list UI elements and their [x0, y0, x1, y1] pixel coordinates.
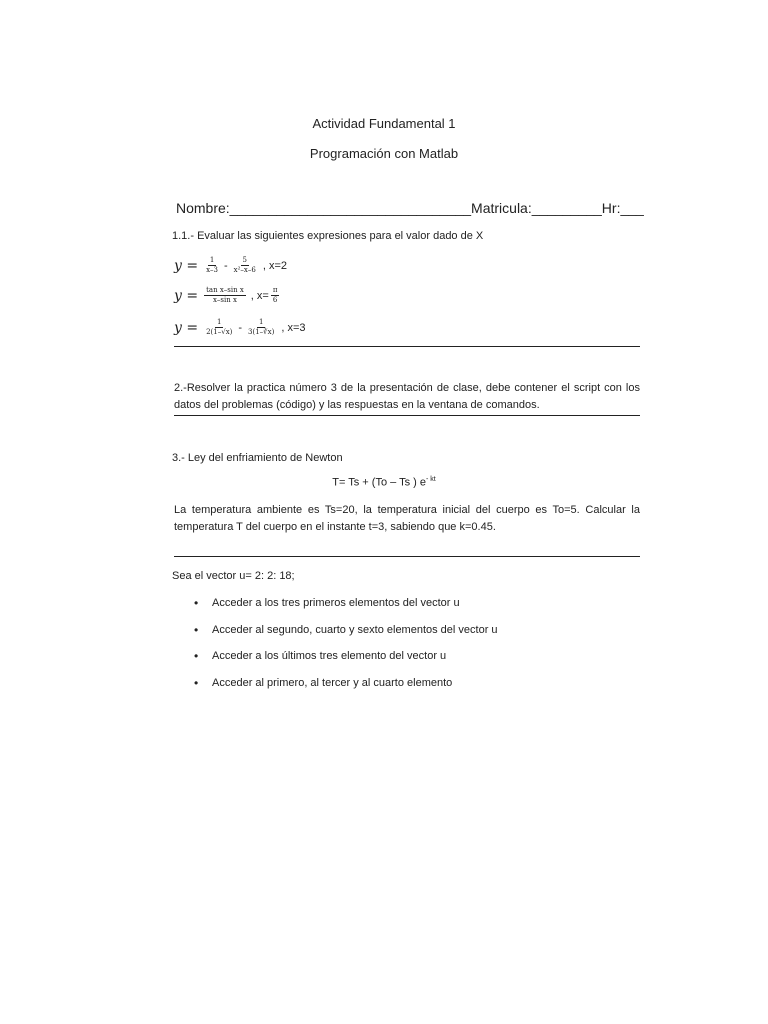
formula-exponent: - kt [426, 476, 436, 483]
list-item: • Acceder a los últimos tres elemento del vector u [192, 650, 498, 677]
document-subtitle: Programación con Matlab [309, 146, 459, 161]
eq2-f1-denominator: x–sin x [212, 296, 237, 304]
eq3-x-value: , x=3 [281, 321, 306, 334]
eq3-y: y = [174, 319, 199, 336]
list-item: • Acceder al segundo, cuarto y sexto elementos del vector u [192, 624, 498, 651]
equation-1 [174, 256, 287, 275]
eq1-f2-denominator: x²–x–6 [233, 266, 256, 274]
vector-definition: Sea el vector u= 2: 2: 18; [172, 570, 295, 582]
eq2-y: y = [174, 287, 199, 304]
eq1-f2-numerator: 5 [242, 256, 247, 264]
student-info-line: Nombre:_______________________________Matricula:_________Hr:___ [176, 200, 644, 216]
eq1-f1-denominator: x–3 [206, 266, 218, 274]
list-item: • Acceder a los tres primeros elementos del vector u [192, 597, 498, 624]
eq3-f1-numerator: 1 [217, 318, 222, 326]
eq1-f1-numerator: 1 [209, 256, 215, 264]
eq3-f2-numerator: 1 [258, 318, 264, 326]
section3-divider [174, 556, 640, 557]
eq2-f1-numerator: tan x–sin x [206, 286, 244, 294]
eq2-pi-denominator: 6 [272, 296, 278, 304]
eq2-fraction-1 [204, 286, 246, 305]
eq2-x-label: , x= [250, 289, 269, 302]
equation-3 [174, 318, 305, 337]
section2-divider [174, 415, 640, 416]
formula-base: T= Ts + (To – Ts ) e [332, 476, 426, 489]
task-list [192, 597, 498, 703]
eq2-pi-fraction [271, 286, 280, 305]
eq1-operator: - [224, 259, 228, 272]
equation-2 [174, 286, 281, 305]
list-item: • Acceder al primero, al tercer y al cuarto elemento [192, 677, 498, 704]
eq3-fraction-1 [204, 318, 234, 337]
section3-heading: 3.- Ley del enfriamiento de Newton [172, 452, 343, 464]
eq3-fraction-2 [246, 318, 276, 337]
section1-heading: 1.1.- Evaluar las siguientes expresiones para el valor dado de X [172, 230, 484, 242]
eq1-x-value: , x=2 [262, 259, 287, 272]
section2-text: 2.-Resolver la practica número 3 de la presentación de clase, debe contener el script con los datos del problemas (código) y las respuestas en la ventana de comandos. [174, 382, 640, 411]
newton-formula [0, 476, 768, 489]
eq1-y: y = [174, 257, 199, 274]
eq3-f2-denominator: 3(1–∛x) [248, 328, 275, 336]
eq3-operator: - [238, 321, 243, 334]
eq1-fraction-1 [204, 256, 220, 275]
eq3-f1-denominator: 2(1–√x) [206, 328, 233, 336]
eq1-fraction-2 [232, 256, 258, 275]
document-title: Actividad Fundamental 1 [312, 116, 456, 131]
section3-text: La temperatura ambiente es Ts=20, la temperatura inicial del cuerpo es To=5. Calcular la temperatura T del cuerpo en el instante t=3, sabiendo que k=0.45. [174, 504, 640, 533]
section1-divider [174, 346, 640, 347]
eq2-pi-numerator: π [272, 286, 278, 294]
